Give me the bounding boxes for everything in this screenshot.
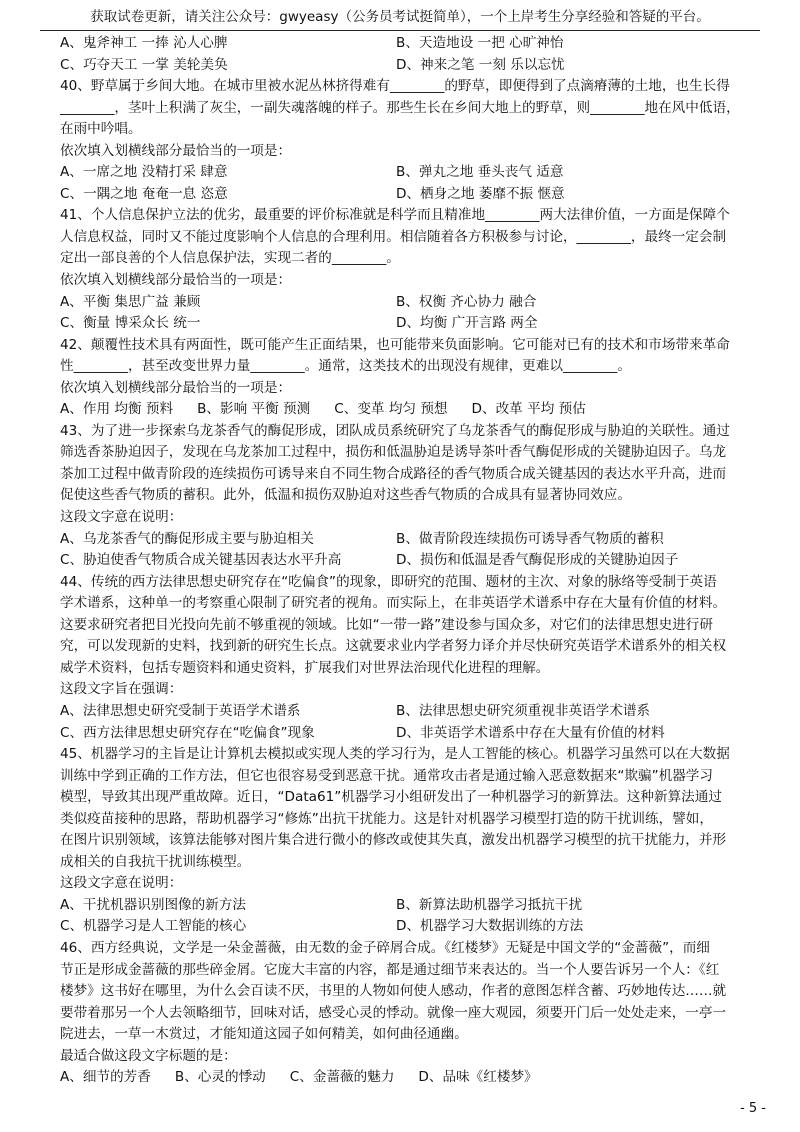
q40-stem-line: 在雨中吟唱。 bbox=[60, 121, 142, 138]
q46-options-row bbox=[60, 1067, 760, 1089]
q44-option-d[interactable]: D、非英语学术谱系中存在大量有价值的材料 bbox=[396, 724, 665, 741]
q46-stem-line: 院进去，一草一木赏过，才能知道这园子如何精美，如何曲径通幽。 bbox=[60, 1026, 468, 1043]
q44-stem-line: 究，可以发现新的史料，找到新的研究生长点。这就要求业内学者努力译介并尽快研究英语学术谱系外的相关权 bbox=[60, 638, 727, 655]
q43-stem-line: 促使这些香气物质的蓄积。此外，低温和损伤双胁迫对这些香气物质的合成具有显著协同效应。 bbox=[60, 487, 631, 504]
q44-prompt: 这段文字旨在强调： bbox=[60, 681, 183, 698]
q46-stem-line: 46、西方经典说，文学是一朵金蔷薇，由无数的金子碎屑合成。《红楼梦》无疑是中国文学的“金蔷薇”，而细 bbox=[60, 939, 710, 956]
q40-option-b[interactable]: B、弹丸之地 垂头丧气 适意 bbox=[396, 164, 564, 181]
q45-stem-line: 模型，导致其出现严重故障。近日，“Data61”机器学习小组研发出了一种机器学习的新算法。这种新算法通过 bbox=[60, 789, 722, 806]
q44-stem-line: 这要求研究者把目光投向先前不够重视的领域。比如“一带一路”建设参与国众多，对它们的法律思想史进行研 bbox=[60, 616, 713, 633]
q43-prompt: 这段文字意在说明： bbox=[60, 509, 183, 526]
q46-option-c[interactable]: C、金蔷薇的魅力 bbox=[289, 1069, 395, 1086]
q41-option-b[interactable]: B、权衡 齐心协力 融合 bbox=[396, 293, 537, 310]
q41-stem-line: 定出一部良善的个人信息保护法，实现二者的________。 bbox=[60, 250, 400, 267]
q42-stem-line: 42、颠覆性技术具有两面性，既可能产生正面结果，也可能带来负面影响。它可能对已有的技术和市场带来革命 bbox=[60, 336, 730, 353]
page-number: - 5 - bbox=[740, 1101, 766, 1116]
q41-option-c[interactable]: C、衡量 博采众长 统一 bbox=[60, 315, 201, 332]
q42-option-c[interactable]: C、变革 均匀 预想 bbox=[334, 401, 448, 418]
q40-options-row-2 bbox=[60, 184, 760, 206]
q46-stem-line: 要带着那另一个人去领略细节，回味对话，感受心灵的悸动。就像一座大观园，须要开门后一处处走来，一亭一 bbox=[60, 1004, 727, 1021]
q45-stem-line: 45、机器学习的主旨是让计算机去模拟或实现人类的学习行为，是人工智能的核心。机器学习虽然可以在大数据 bbox=[60, 746, 730, 763]
q46-option-d[interactable]: D、品味《红楼梦》 bbox=[418, 1069, 538, 1086]
q43-options-row-2 bbox=[60, 550, 760, 572]
q43-stem-line: 筛选香茶胁迫因子，发现在乌龙茶加工过程中，损伤和低温胁迫是诱导茶叶香气酶促形成的关键胁迫因子。乌龙 bbox=[60, 444, 727, 461]
q44-option-c[interactable]: C、西方法律思想史研究存在“吃偏食”现象 bbox=[60, 724, 315, 741]
q44-options-row-1 bbox=[60, 701, 760, 723]
q41-stem-line: 41、个人信息保护立法的优劣，最重要的评价标准就是科学而且精准地________两大法律价值，一方面是保障个 bbox=[60, 207, 730, 224]
q39-option-a[interactable]: A、鬼斧神工 一捧 沁人心脾 bbox=[60, 35, 228, 51]
q44-stem-line: 学术谱系，这种单一的考察重心限制了研究者的视角。而实际上，在非英语学术谱系中存在大量有价值的材料。 bbox=[60, 595, 727, 612]
q40-stem-line: ________，茎叶上积满了灰尘，一副失魂落魄的样子。那些生长在乡间大地上的野草，则________地在风中低语， bbox=[60, 99, 740, 116]
q39-options-row-2 bbox=[60, 55, 760, 77]
q45-options-row-1 bbox=[60, 895, 760, 917]
q42-prompt: 依次填入划横线部分最恰当的一项是： bbox=[60, 379, 292, 396]
q41-option-d[interactable]: D、均衡 广开言路 两全 bbox=[396, 315, 538, 332]
q45-stem-line: 成相关的自我抗干扰训练模型。 bbox=[60, 853, 251, 870]
q41-option-a[interactable]: A、平衡 集思广益 兼顾 bbox=[60, 293, 201, 310]
q42-options-row bbox=[60, 399, 760, 421]
q43-options-row-1 bbox=[60, 529, 760, 551]
q46-option-a[interactable]: A、细节的芳香 bbox=[60, 1069, 151, 1086]
q42-option-b[interactable]: B、影响 平衡 预测 bbox=[197, 401, 311, 418]
q45-stem-line: 训练中学到正确的工作方法，但它也很容易受到恶意干扰。通常攻击者是通过输入恶意数据来“欺骗”机器学习 bbox=[60, 767, 713, 784]
q45-options-row-2 bbox=[60, 916, 760, 938]
q39-option-d[interactable]: D、神来之笔 一刻 乐以忘忧 bbox=[396, 56, 565, 73]
q43-option-d[interactable]: D、损伤和低温是香气酶促形成的关键胁迫因子 bbox=[396, 552, 679, 569]
q44-stem-line: 44、传统的西方法律思想史研究存在“吃偏食”的现象，即研究的范围、题材的主次、对象的脉络等受制于英语 bbox=[60, 573, 717, 590]
q45-option-b[interactable]: B、新算法助机器学习抵抗干扰 bbox=[396, 896, 583, 913]
q43-stem-line: 43、为了进一步探索乌龙茶香气的酶促形成，团队成员系统研究了乌龙茶香气的酶促形成与胁迫的关联性。通过 bbox=[60, 422, 730, 439]
q44-option-b[interactable]: B、法律思想史研究须重视非英语学术谱系 bbox=[396, 702, 651, 719]
q42-option-d[interactable]: D、改革 平均 预估 bbox=[471, 401, 586, 418]
q45-option-d[interactable]: D、机器学习大数据训练的方法 bbox=[396, 918, 584, 935]
q44-option-a[interactable]: A、法律思想史研究受制于英语学术谱系 bbox=[60, 702, 301, 719]
q40-option-c[interactable]: C、一隅之地 奄奄一息 恣意 bbox=[60, 185, 228, 202]
q40-option-d[interactable]: D、栖身之地 萎靡不振 惬意 bbox=[396, 185, 565, 202]
q44-options-row-2 bbox=[60, 723, 760, 745]
q45-stem-line: 在图片识别领域，该算法能够对图片集合进行微小的修改或使其失真，激发出机器学习模型的抗干扰能力，并形 bbox=[60, 832, 727, 849]
page-header: 获取试卷更新，请关注公众号：gwyeasy（公务员考试挺简单），一个上岸考生分享经验和答疑的平台。 bbox=[40, 6, 760, 31]
q39-options-row-1 bbox=[60, 33, 760, 55]
q42-stem-line: 性________，甚至改变世界力量________。通常，这类技术的出现没有规律，更难以________。 bbox=[60, 358, 631, 375]
q40-prompt: 依次填入划横线部分最恰当的一项是： bbox=[60, 142, 292, 159]
q41-stem-line: 人信息权益，同时又不能过度影响个人信息的合理利用。相信随着各方积极参与讨论，________，最终一定会制 bbox=[60, 228, 727, 245]
q40-options-row-1 bbox=[60, 162, 760, 184]
q43-option-c[interactable]: C、胁迫使香气物质合成关键基因表达水平升高 bbox=[60, 552, 342, 569]
q44-stem-line: 威学术资料，包括专题资料和通史资料，扩展我们对世界法治现代化进程的理解。 bbox=[60, 659, 550, 676]
q43-option-b[interactable]: B、做青阶段连续损伤可诱导香气物质的蓄积 bbox=[396, 530, 664, 547]
page-content bbox=[60, 33, 760, 1089]
q46-option-b[interactable]: B、心灵的悸动 bbox=[174, 1069, 266, 1086]
q45-option-c[interactable]: C、机器学习是人工智能的核心 bbox=[60, 918, 247, 935]
q40-option-a[interactable]: A、一席之地 没精打采 肆意 bbox=[60, 164, 228, 181]
q41-prompt: 依次填入划横线部分最恰当的一项是： bbox=[60, 272, 292, 289]
q40-stem-line: 40、野草属于乡间大地。在城市里被水泥丛林挤得难有________的野草，即便得到了点滴瘠薄的土地，也生长得 bbox=[60, 78, 730, 95]
q45-stem-line: 类似疫苗接种的思路，帮助机器学习“修炼”出抗干扰能力。这是针对机器学习模型打造的防干扰训练，譬如， bbox=[60, 810, 713, 827]
q39-option-c[interactable]: C、巧夺天工 一掌 美轮美奂 bbox=[60, 56, 228, 73]
q46-stem-line: 楼梦》这书好在哪里，为什么会百读不厌，书里的人物如何使人感动，作者的意图怎样含蓄、巧妙地传达……就 bbox=[60, 983, 727, 1000]
q42-option-a[interactable]: A、作用 均衡 预料 bbox=[60, 401, 174, 418]
q46-prompt: 最适合做这段文字标题的是： bbox=[60, 1047, 237, 1064]
q39-option-b[interactable]: B、天造地设 一把 心旷神怡 bbox=[396, 35, 564, 51]
q43-stem-line: 茶加工过程中做青阶段的连续损伤可诱导来自不同生物合成路径的香气物质合成关键基因的表达水平升高，进而 bbox=[60, 465, 727, 482]
q45-option-a[interactable]: A、干扰机器识别图像的新方法 bbox=[60, 896, 247, 913]
q41-options-row-1 bbox=[60, 292, 760, 314]
q46-stem-line: 节正是形成金蔷薇的那些碎金屑。它庞大丰富的内容，都是通过细节来表达的。当一个人要告诉另一个人：《红 bbox=[60, 961, 720, 978]
q43-option-a[interactable]: A、乌龙茶香气的酶促形成主要与胁迫相关 bbox=[60, 530, 314, 547]
q41-options-row-2 bbox=[60, 313, 760, 335]
q45-prompt: 这段文字意在说明： bbox=[60, 875, 183, 892]
